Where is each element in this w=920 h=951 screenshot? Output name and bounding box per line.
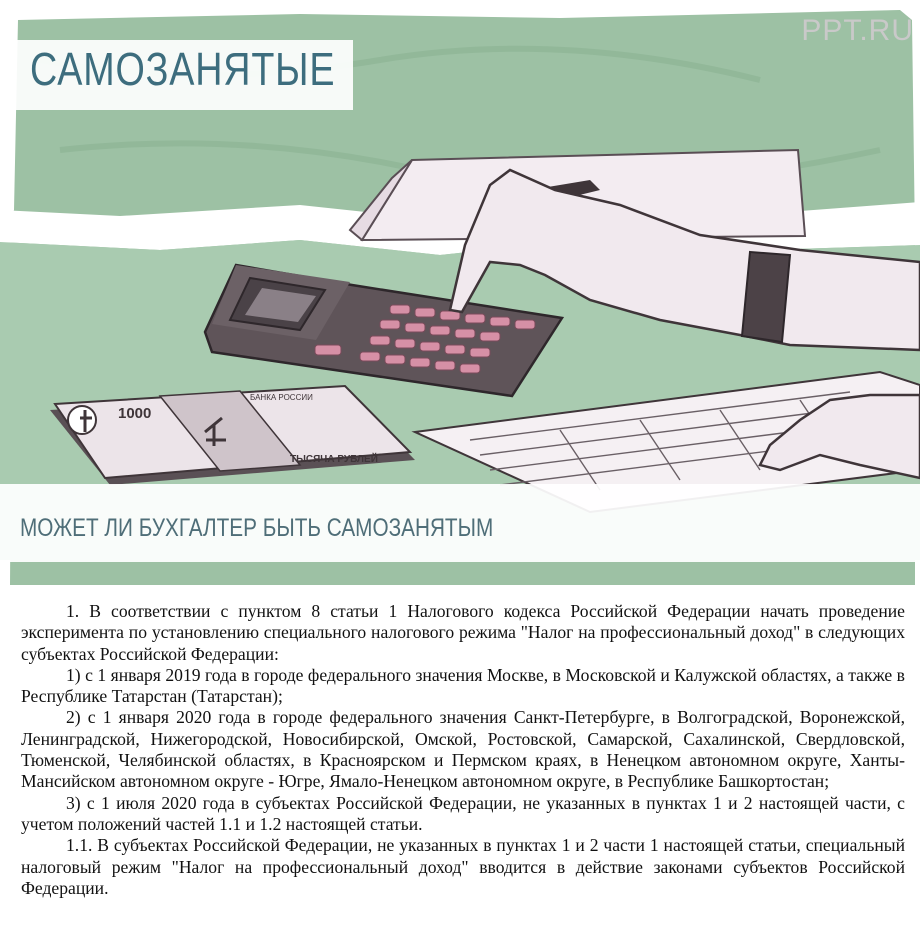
paragraph-1-item-2: 2) с 1 января 2020 года в городе федерального значения Санкт-Петербурге, в Волгоградской, Воронежской, Ленинградской, Нижегородской, Новосибирской, Омской, Ростовской, Самарской, Сахалинской, Свердловской, Тюменской, Челябинской областях, в Красноярском и Пермском краях, в Ненецком автономном округе, Ханты-Мансийском автономном округе - Югре, Ямало-Ненецком автономном округе, в Республике Башкортостан;	[21, 707, 905, 792]
paragraph-1-item-1: 1) с 1 января 2019 года в городе федерального значения Москве, в Московской и Калужской областях, а также в Республике Татарстан (Татарстан);	[21, 664, 905, 707]
page-subtitle: МОЖЕТ ЛИ БУХГАЛТЕР БЫТЬ САМОЗАНЯТЫМ	[20, 514, 494, 542]
banknote-text: ТЫСЯЧА РУБЛЕЙ	[290, 454, 378, 465]
page-title: САМОЗАНЯТЫЕ	[30, 43, 336, 95]
banknote-bank: БАНКА РОССИИ	[250, 393, 313, 402]
banknote-denomination: 1000	[118, 405, 152, 422]
watermark: PPT.RU	[801, 14, 914, 47]
paragraph-1-item-3: 3) с 1 июля 2020 года в субъектах Российской Федерации, не указанных в пунктах 1 и 2 настоящей части, с учетом положений частей 1.1 и 1.2 настоящей статьи.	[21, 792, 905, 834]
paragraph-1-1: 1.1. В субъектах Российской Федерации, не указанных в пунктах 1 и 2 части 1 настоящей статьи, специальный налоговый режим "Налог на профессиональный доход" вводится в действие законами субъектов Российской Федерации.	[21, 835, 905, 898]
paragraph-1: 1. В соответствии с пунктом 8 статьи 1 Налогового кодекса Российской Федерации начать проведение эксперимента по установлению специального налогового режима "Налог на профессиональный доход" в следующих субъектах Российской Федерации:	[21, 601, 905, 664]
law-text	[21, 601, 905, 899]
